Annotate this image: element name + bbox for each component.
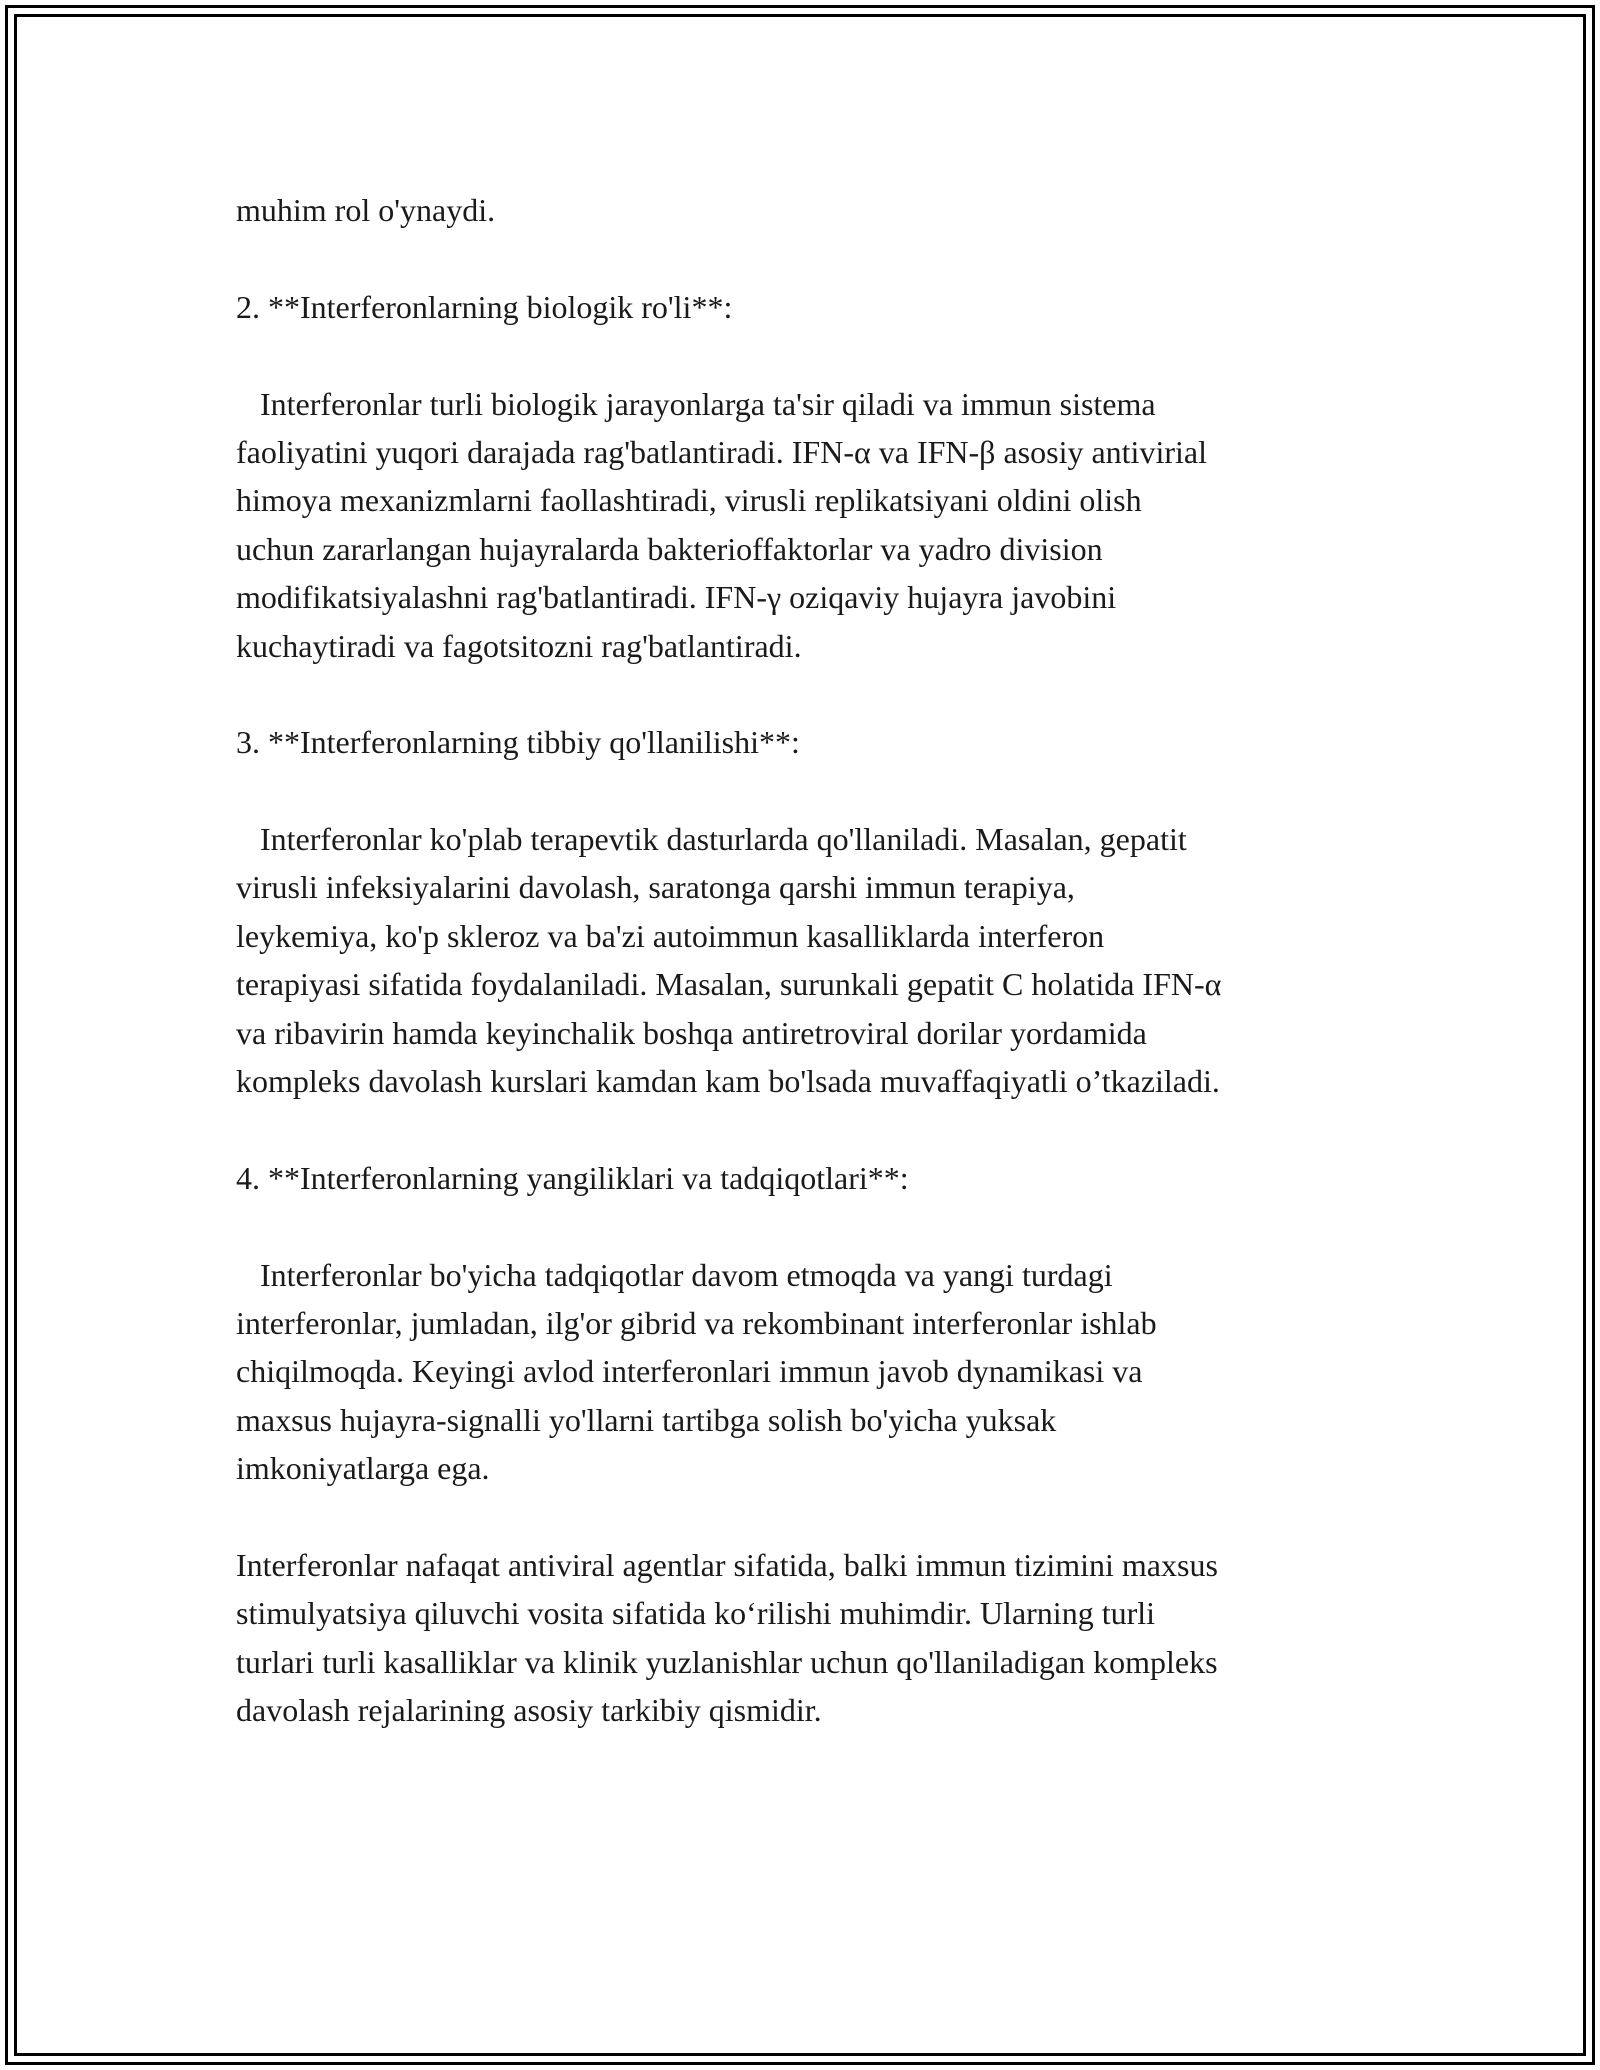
text-line: leykemiya, ko'p skleroz va ba'zi autoimmun kasalliklarda interferon bbox=[236, 917, 1105, 954]
text-line: imkoniyatlarga ega. bbox=[236, 1450, 490, 1487]
section-heading: 3. **Interferonlarning tibbiy qo'llanilishi**: bbox=[236, 724, 800, 761]
text-line: stimulyatsiya qiluvchi vosita sifatida ko‘rilishi muhimdir. Ularning turli bbox=[236, 1595, 1156, 1632]
text-line: maxsus hujayra-signalli yo'llarni tartibga solish bo'yicha yuksak bbox=[236, 1401, 1057, 1438]
text-line: davolash rejalarining asosiy tarkibiy qismidir. bbox=[236, 1692, 822, 1729]
text-line: modifikatsiyalashni rag'batlantiradi. IFN-γ oziqaviy hujayra javobini bbox=[236, 579, 1117, 616]
text-line: interferonlar, jumladan, ilg'or gibrid va rekombinant interferonlar ishlab bbox=[236, 1304, 1157, 1341]
section-heading: 2. **Interferonlarning biologik ro'li**: bbox=[236, 288, 733, 325]
blank-line bbox=[236, 1493, 1376, 1541]
text-line: muhim rol o'ynaydi. bbox=[236, 192, 496, 228]
blank-line bbox=[236, 670, 1376, 718]
text-line: kompleks davolash kurslari kamdan kam bo'lsada muvaffaqiyatli o’tkaziladi. bbox=[236, 1063, 1220, 1100]
text-line: terapiyasi sifatida foydalaniladi. Masalan, surunkali gepatit C holatida IFN-α bbox=[236, 966, 1222, 1003]
text-line: Interferonlar turli biologik jarayonlarga ta'sir qiladi va immun sistema bbox=[236, 385, 1156, 422]
text-line: turlari turli kasalliklar va klinik yuzlanishlar uchun qo'llaniladigan kompleks bbox=[236, 1643, 1218, 1680]
blank-line bbox=[236, 1105, 1376, 1153]
text-line: faoliyatini yuqori darajada rag'batlantiradi. IFN-α va IFN-β asosiy antivirial bbox=[236, 433, 1207, 470]
blank-line bbox=[236, 234, 1376, 282]
text-line: kuchaytiradi va fagotsitozni rag'batlantiradi. bbox=[236, 627, 802, 664]
section-heading: 4. **Interferonlarning yangiliklari va tadqiqotlari**: bbox=[236, 1159, 909, 1196]
text-line: Interferonlar bo'yicha tadqiqotlar davom etmoqda va yangi turdagi bbox=[236, 1256, 1113, 1293]
document-body bbox=[236, 186, 1376, 1735]
text-line: Interferonlar ko'plab terapevtik dasturlarda qo'llaniladi. Masalan, gepatit bbox=[236, 821, 1187, 858]
text-line: virusli infeksiyalarini davolash, saratonga qarshi immun terapiya, bbox=[236, 869, 1075, 906]
text-line: va ribavirin hamda keyinchalik boshqa antiretroviral dorilar yordamida bbox=[236, 1014, 1147, 1051]
text-line: uchun zararlangan hujayralarda bakterioffaktorlar va yadro division bbox=[236, 530, 1103, 567]
text-line: Interferonlar nafaqat antiviral agentlar sifatida, balki immun tizimini maxsus bbox=[236, 1546, 1218, 1583]
blank-line bbox=[236, 1202, 1376, 1250]
blank-line bbox=[236, 767, 1376, 815]
text-line: himoya mexanizmlarni faollashtiradi, virusli replikatsiyani oldini olish bbox=[236, 482, 1142, 519]
text-line: chiqilmoqda. Keyingi avlod interferonlari immun javob dynamikasi va bbox=[236, 1353, 1143, 1390]
blank-line bbox=[236, 331, 1376, 379]
